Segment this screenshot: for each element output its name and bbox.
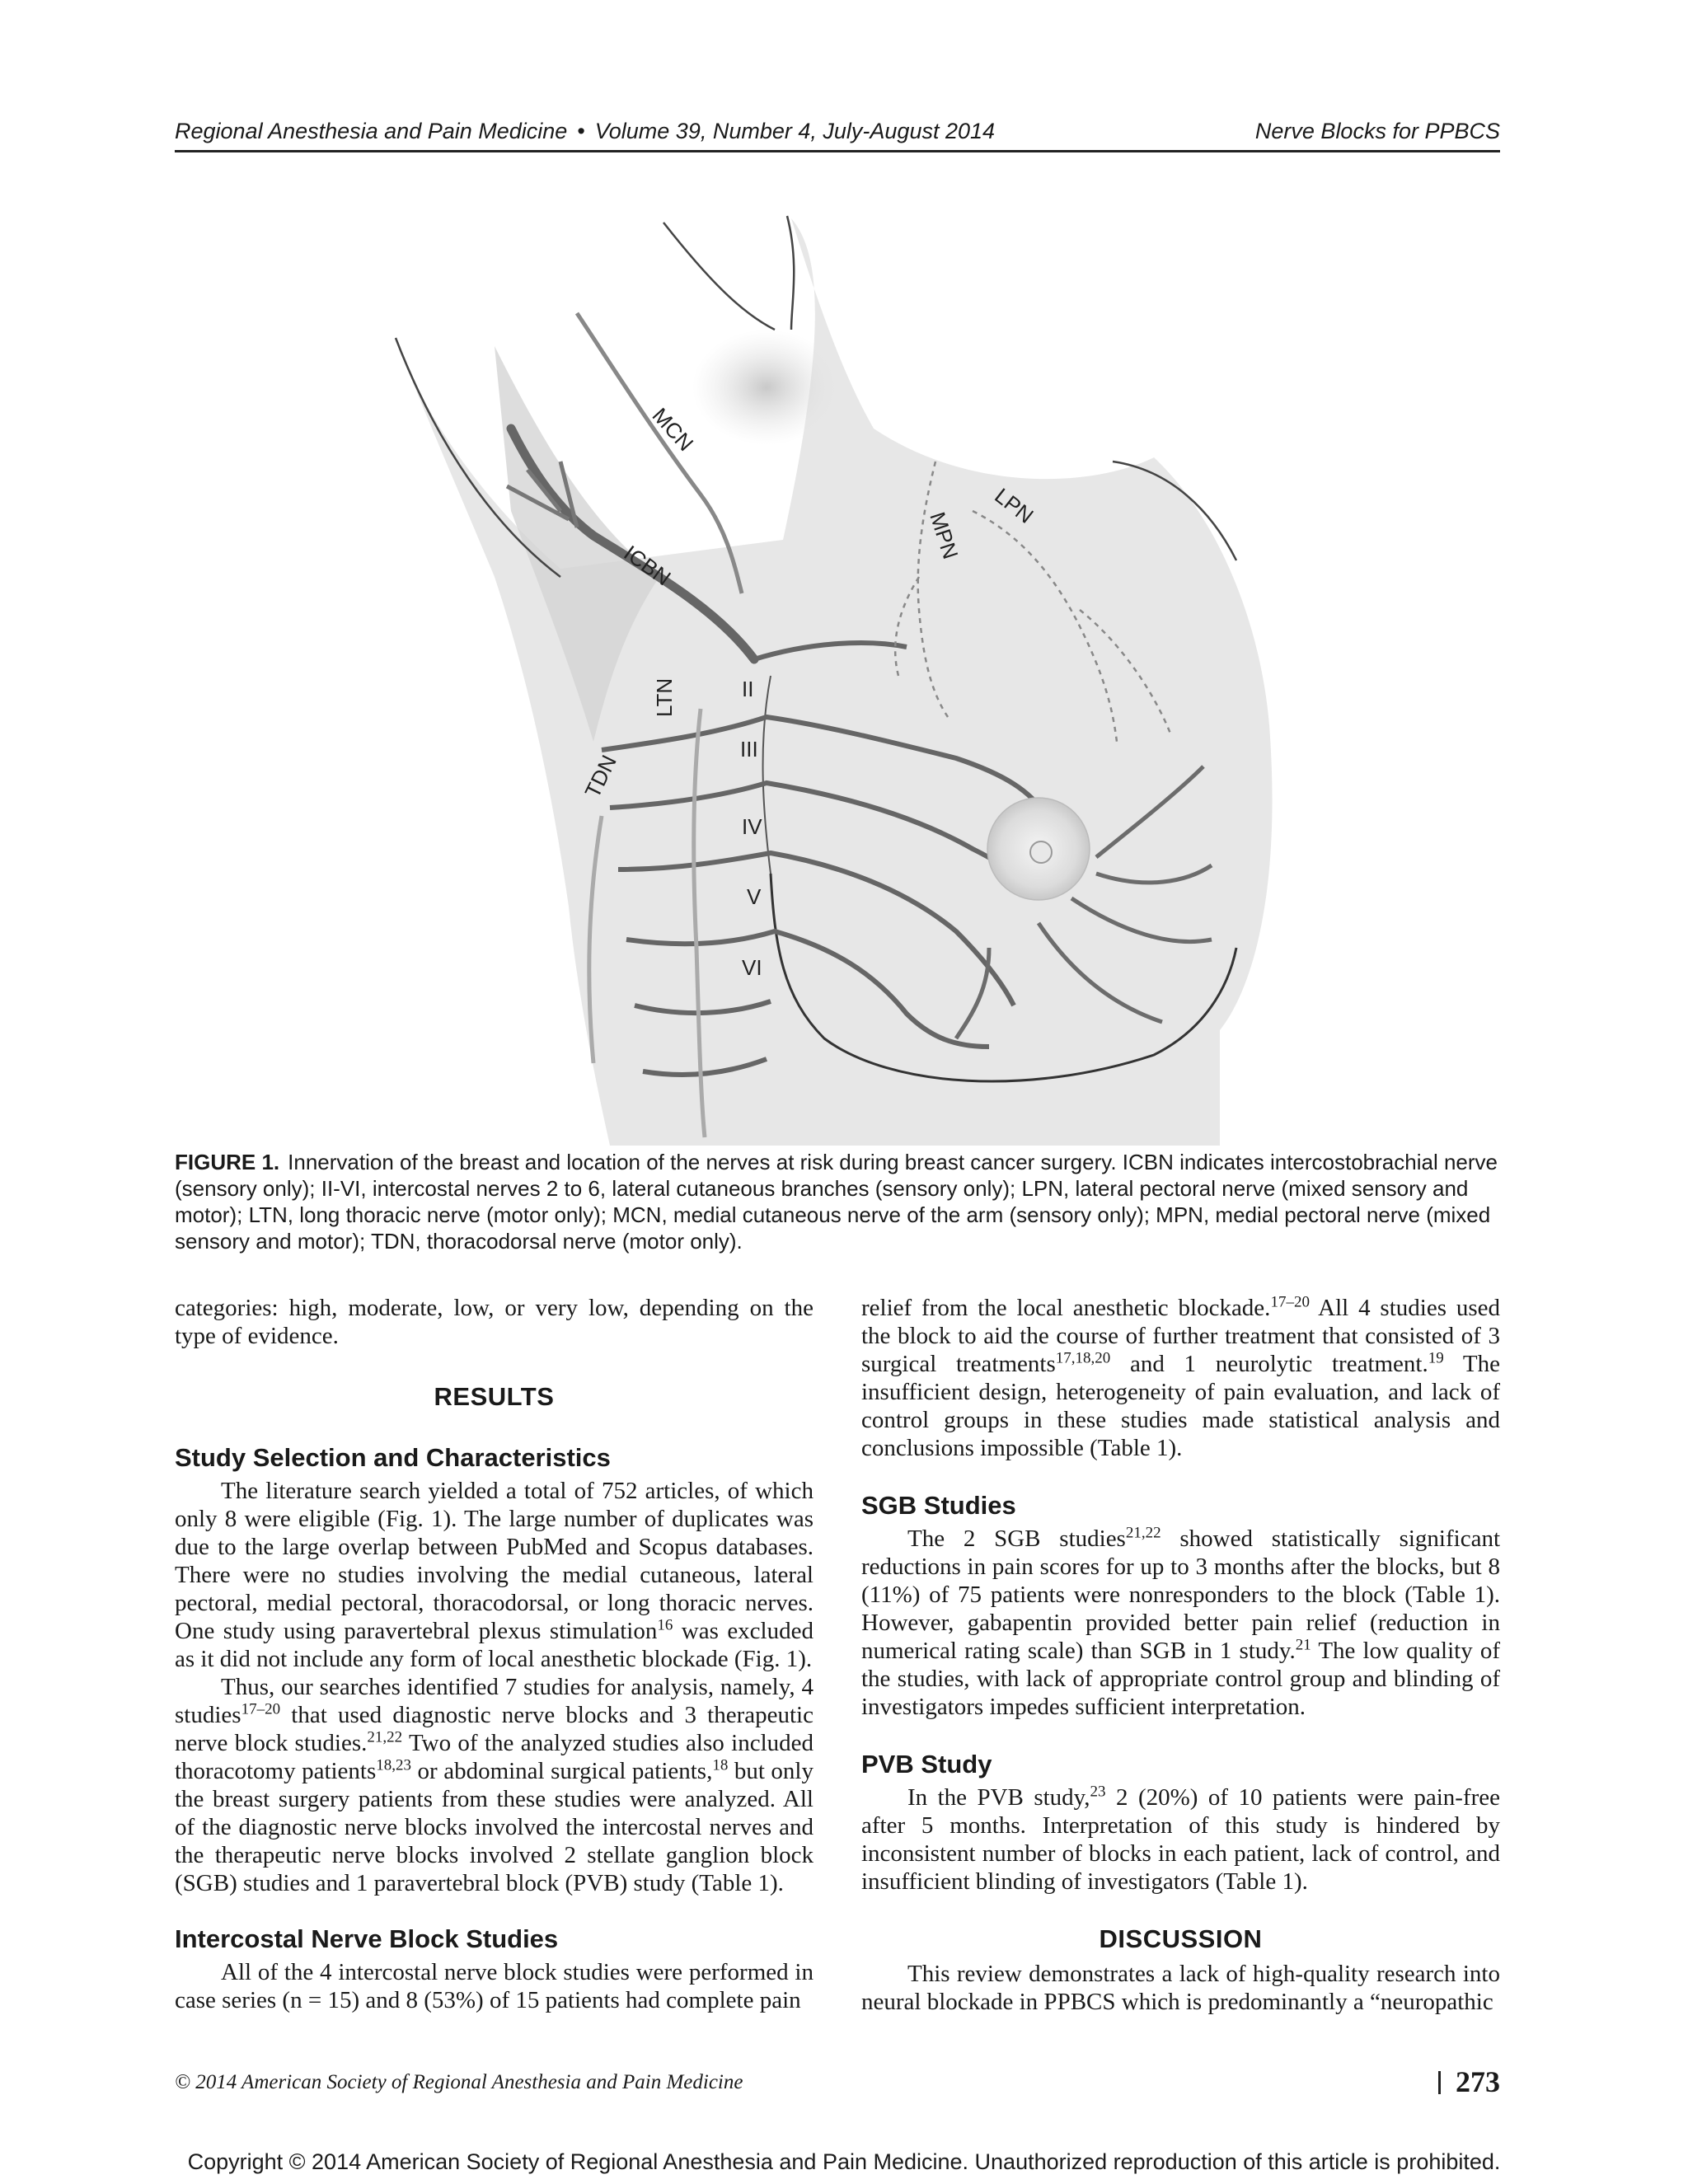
paragraph-continued: categories: high, moderate, low, or very low, depending on the type of evidence. — [175, 1295, 814, 1349]
label-mpn: MPN — [925, 509, 964, 562]
right-column — [861, 1294, 1500, 2016]
shoulder-shade — [692, 330, 841, 445]
text-run: The low quality of the studies, with lack of appropriate control group and blinding of investigators impedes sufficient interpretation. — [861, 1638, 1500, 1720]
text-run: but only the breast surgery patients from these studies were analyzed. All of the diagnostic nerve blocks involved the intercostal nerves and the therapeutic nerve blocks involved 2 stellate ganglion block (SGB) studies and 1 paravertebral block (PVB) study (Table 1). — [175, 1758, 814, 1896]
copyright-notice: Copyright © 2014 American Society of Regional Anesthesia and Pain Medicine. Unauthorized reproduction of this article is prohibited. — [187, 2149, 1501, 2174]
text-run: or abdominal surgical patients, — [411, 1758, 713, 1784]
pvb-heading: PVB Study — [861, 1750, 992, 1779]
label-vi: VI — [742, 955, 762, 980]
reference-superscript: 21 — [1295, 1636, 1311, 1654]
reference-superscript: 17,18,20 — [1055, 1349, 1111, 1367]
text-run: The 2 SGB studies — [907, 1526, 1126, 1552]
page-footer — [175, 2064, 1500, 2101]
nipple — [1030, 841, 1052, 863]
volume-info: Volume 39, Number 4, July-August 2014 — [594, 119, 996, 143]
intercostal-paragraph: All of the 4 intercostal nerve block studies were performed in case series (n = 15) and 8 (53%) of 15 patients had complete pain — [175, 1959, 814, 2013]
reference-superscript: 18 — [712, 1756, 729, 1774]
sgb-paragraph — [861, 1525, 1500, 1721]
torso-silhouette — [396, 218, 1273, 1146]
label-ii: II — [742, 677, 754, 701]
sgb-heading: SGB Studies — [861, 1491, 1016, 1520]
text-run: All 4 studies used the block to aid the course of further treatment that consisted of 3 surgical treatments — [861, 1295, 1500, 1377]
neck-line — [787, 216, 794, 330]
figure-caption — [175, 1149, 1500, 1254]
label-icbn: ICBN — [619, 540, 676, 591]
study-selection-heading: Study Selection and Characteristics — [175, 1443, 611, 1472]
text-run: The insufficient design, heterogeneity of pain evaluation, and lack of control groups in these studies made statistical analysis and conclusions impossible (Table 1). — [861, 1351, 1501, 1461]
reference-superscript: 18,23 — [376, 1756, 412, 1774]
text-run: relief from the local anesthetic blockade. — [861, 1295, 1271, 1321]
reference-superscript: 17–20 — [241, 1700, 281, 1718]
reference-superscript: 23 — [1090, 1783, 1106, 1801]
reference-superscript: 21,22 — [367, 1728, 403, 1746]
figure-label: FIGURE 1. — [175, 1150, 280, 1174]
reference-superscript: 16 — [657, 1616, 673, 1634]
footer-divider — [1438, 2071, 1441, 2094]
text-run: 2 (20%) of 10 patients were pain-free after 5 months. Interpretation of this study is hindered by inconsistent number of blocks in each patient, lack of control, and insufficient blinding of investigators (Table 1). — [861, 1784, 1500, 1895]
text-run: In the PVB study, — [907, 1784, 1090, 1811]
text-run: Thus, our searches identified 7 studies for analysis, namely, 4 studies — [175, 1674, 814, 1728]
label-tdn: TDN — [579, 751, 621, 802]
discussion-paragraph: This review demonstrates a lack of high-quality research into neural blockade in PPBCS which is predominantly a “neuropathic — [861, 1961, 1500, 2015]
reference-superscript: 19 — [1428, 1349, 1444, 1367]
page-number: 273 — [1456, 2065, 1500, 2098]
label-v: V — [747, 884, 762, 909]
study-selection-paragraph-2 — [175, 1673, 814, 1897]
text-run: and 1 neurolytic treatment. — [1110, 1351, 1428, 1377]
label-ltn: LTN — [652, 677, 677, 717]
paragraph-continued-right — [861, 1294, 1500, 1462]
study-selection-paragraph-1 — [175, 1477, 814, 1673]
text-run: was excluded as it did not include any form of local anesthetic blockade (Fig. 1). — [175, 1618, 814, 1672]
footer-copyright: © 2014 American Society of Regional Anesthesia and Pain Medicine — [175, 2071, 743, 2093]
text-run: showed statistically significant reductions in pain scores for up to 3 months after the blocks, but 8 (11%) of 75 patients were nonresponders to the block (Table 1). However, gabapentin provided better pain relief (reduction in numerical rating scale) than SGB in 1 study. — [861, 1526, 1500, 1664]
left-column — [175, 1294, 814, 2014]
label-mcn: MCN — [647, 402, 699, 457]
pvb-paragraph — [861, 1783, 1500, 1896]
journal-name: Regional Anesthesia and Pain Medicine — [175, 119, 568, 143]
discussion-heading: DISCUSSION — [1099, 1924, 1263, 1953]
results-heading: RESULTS — [434, 1382, 555, 1411]
bullet-separator: • — [577, 119, 585, 143]
label-iii: III — [740, 737, 758, 762]
neck-outline — [663, 223, 775, 330]
text-run: that used diagnostic nerve blocks and 3 therapeutic nerve block studies. — [175, 1702, 814, 1756]
reference-superscript: 17–20 — [1270, 1293, 1310, 1311]
label-iv: IV — [742, 814, 762, 839]
reference-superscript: 21,22 — [1125, 1524, 1161, 1542]
short-title: Nerve Blocks for PPBCS — [1254, 119, 1500, 143]
text-run: Two of the analyzed studies also included thoracotomy patients — [175, 1730, 814, 1784]
intercostal-heading: Intercostal Nerve Block Studies — [175, 1924, 559, 1953]
figure-caption-text: Innervation of the breast and location of the nerves at risk during breast cancer surgery. ICBN indicates intercostobrachial nerve (sensory only); II-VI, intercostal nerves 2 to 6, lateral cutaneous branches (sensory only); LPN, lateral pectoral nerve (mixed sensory and motor); LTN, long thoracic nerve (motor only); MCN, medial cutaneous nerve of the arm (sensory only); MPN, medial pectoral nerve (mixed sensory and motor); TDN, thoracodorsal nerve (motor only). — [175, 1150, 1498, 1254]
text-run: The literature search yielded a total of 752 articles, of which only 8 were eligible (Fig. 1). The large number of duplicates was due to the large overlap between PubMed and Scopus databases. There were no studies involving the medial cutaneous, lateral pectoral, medial pectoral, thoracodorsal, or long thoracic nerves. One study using paravertebral plexus stimulation — [175, 1478, 814, 1644]
label-lpn: LPN — [990, 483, 1039, 528]
